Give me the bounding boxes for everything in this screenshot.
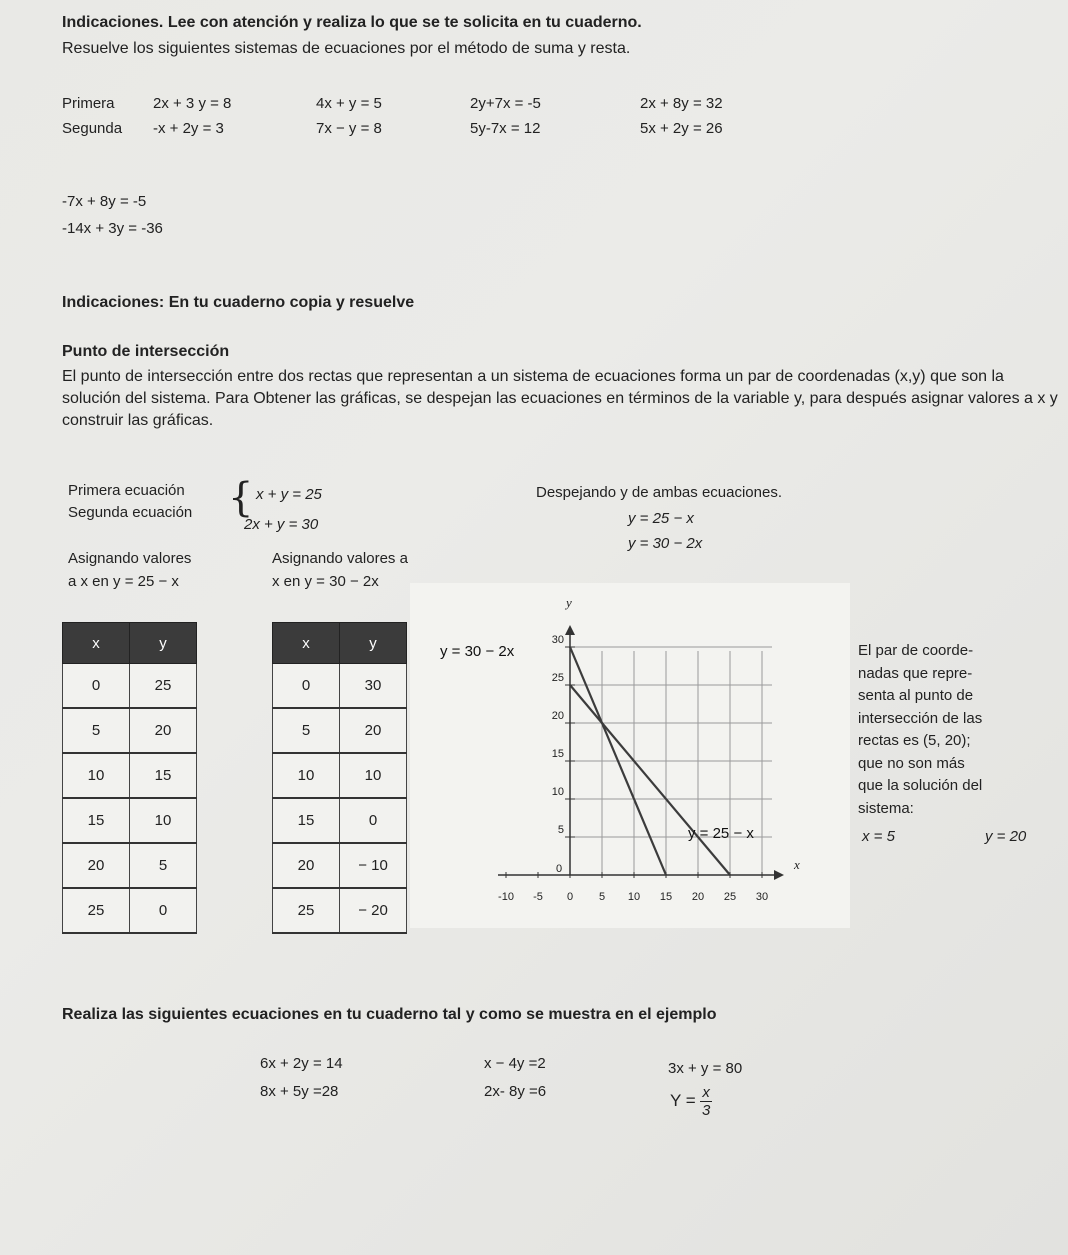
table-header-x: x xyxy=(273,623,340,664)
origin-label: 0 xyxy=(556,863,563,875)
system-1-second: -x + 2y = 3 xyxy=(153,120,224,137)
table-row xyxy=(273,798,407,843)
table-row xyxy=(63,888,197,933)
exercise-3-lhs: Y = xyxy=(670,1090,701,1110)
section3-heading: Realiza las siguientes ecuaciones en tu cuaderno tal y como se muestra en el ejemplo xyxy=(62,1006,717,1023)
x-tick-label: 25 xyxy=(723,891,737,903)
y-axis-arrow xyxy=(565,625,575,635)
y-tick-label: 25 xyxy=(551,672,564,684)
table-cell: 0 xyxy=(130,888,197,933)
solved-eq2: y = 30 − 2x xyxy=(628,535,703,552)
table-cell: 0 xyxy=(63,664,130,709)
y-tick-label: 15 xyxy=(551,748,564,760)
table-cell: 5 xyxy=(273,708,340,753)
system-2-first: 4x + y = 5 xyxy=(316,95,382,112)
table-row xyxy=(273,843,407,888)
table-row xyxy=(63,708,197,753)
y-tick-label: 20 xyxy=(551,710,564,722)
y-axis-label: y xyxy=(566,595,572,610)
x-tick-label: -5 xyxy=(533,891,543,903)
x-tick-label: 30 xyxy=(755,891,769,903)
section2-subheading: Punto de intersección xyxy=(62,343,230,360)
section2-paragraph: El punto de intersección entre dos rectas que representan a un sistema de ecuaciones forma un par de coordenadas (x,y) que son la solución del sistema. Para Obtener las gráficas, se despejan las ecuaciones en términos de la variable y, para después asignar valores a x y construir las gráficas. xyxy=(62,368,1058,429)
table-cell: 20 xyxy=(63,843,130,888)
note-line: senta al punto de xyxy=(858,687,974,704)
note-line: nadas que repre- xyxy=(858,664,973,682)
table-cell: 25 xyxy=(63,888,130,933)
note-line: sistema: xyxy=(858,799,914,817)
table-row xyxy=(273,753,407,798)
table-header-y: y xyxy=(130,623,197,664)
table-cell: 10 xyxy=(130,798,197,843)
x-tick-label: 15 xyxy=(659,891,673,903)
values-table-2 xyxy=(272,622,407,934)
table-cell: 20 xyxy=(340,708,407,753)
system-5-second: -14x + 3y = -36 xyxy=(62,220,163,237)
system-3-second: 5y-7x = 12 xyxy=(470,120,541,137)
system-4-first: 2x + 8y = 32 xyxy=(640,95,723,112)
graph-panel xyxy=(410,583,850,928)
solution-y: y = 20 xyxy=(985,828,1027,845)
table-cell: 30 xyxy=(340,664,407,709)
note-line: que no son más xyxy=(858,754,965,772)
primera-label: Primera xyxy=(62,95,115,112)
system-1-first: 2x + 3 y = 8 xyxy=(153,95,232,112)
note-line: que la solución del xyxy=(858,777,983,794)
table-row xyxy=(63,664,197,709)
second-equation-label: Segunda ecuación xyxy=(68,504,193,521)
x-tick-label: 5 xyxy=(598,891,606,903)
table-row xyxy=(63,843,197,888)
y-tick-label: 5 xyxy=(557,824,564,836)
example-eq1: x + y = 25 xyxy=(256,486,322,503)
table-cell: 0 xyxy=(340,798,407,843)
fraction xyxy=(700,1084,712,1119)
solved-eq1: y = 25 − x xyxy=(628,510,694,527)
page-title: Indicaciones. Lee con atención y realiza lo que se te solicita en tu cuaderno. xyxy=(62,14,642,31)
table-row xyxy=(63,798,197,843)
assign1-line2: a x en y = 25 − x xyxy=(68,573,179,590)
y-tick-label: 30 xyxy=(551,634,564,646)
segunda-label: Segunda xyxy=(62,120,123,137)
solution-x: x = 5 xyxy=(862,828,895,845)
y-tick-label: 10 xyxy=(551,786,564,798)
x-tick-label: 20 xyxy=(691,891,705,903)
assign2-line2: x en y = 30 − 2x xyxy=(272,573,379,590)
annotation-line-2: y = 30 − 2x xyxy=(440,643,515,660)
x-tick-label: 0 xyxy=(566,891,574,903)
assign1-line1: Asignando valores xyxy=(68,550,192,567)
table-cell: − 20 xyxy=(340,888,407,933)
assign2-line1: Asignando valores a xyxy=(272,550,408,567)
table-cell: 20 xyxy=(130,708,197,753)
table-cell: 5 xyxy=(63,708,130,753)
fraction-numerator: x xyxy=(702,1084,710,1101)
exercise-3-second xyxy=(670,1084,712,1119)
x-axis-arrow xyxy=(774,870,784,880)
brace-symbol: { xyxy=(228,475,254,521)
system-5-first: -7x + 8y = -5 xyxy=(62,193,147,210)
system-4-second: 5x + 2y = 26 xyxy=(640,120,723,137)
values-table-1 xyxy=(62,622,197,934)
note-line: El par de coorde- xyxy=(858,642,974,659)
exercise-1-first: 6x + 2y = 14 xyxy=(260,1055,343,1072)
table-cell: 15 xyxy=(273,798,340,843)
exercise-1-second: 8x + 5y =28 xyxy=(260,1083,339,1100)
table-cell: 15 xyxy=(63,798,130,843)
table-row xyxy=(273,888,407,933)
exercise-2-first: x − 4y =2 xyxy=(484,1055,546,1072)
intersection-chart xyxy=(410,583,850,928)
note-line: intersección de las xyxy=(858,709,983,727)
table-header-y: y xyxy=(340,623,407,664)
x-tick-label: 10 xyxy=(627,891,641,903)
first-equation-label: Primera ecuación xyxy=(68,482,185,499)
table-row xyxy=(273,708,407,753)
table-row xyxy=(273,664,407,709)
table-cell: 5 xyxy=(130,843,197,888)
system-3-first: 2y+7x = -5 xyxy=(470,95,541,112)
page-subtitle: Resuelve los siguientes sistemas de ecuaciones por el método de suma y resta. xyxy=(62,40,631,57)
table-row xyxy=(63,753,197,798)
table-cell: 10 xyxy=(340,753,407,798)
example-eq2: 2x + y = 30 xyxy=(244,516,319,533)
table-cell: 0 xyxy=(273,664,340,709)
system-2-second: 7x − y = 8 xyxy=(316,120,382,137)
note-line: rectas es (5, 20); xyxy=(858,732,971,749)
x-tick-label: -10 xyxy=(498,891,514,903)
fraction-denominator: 3 xyxy=(701,1102,711,1119)
annotation-line-1: y = 25 − x xyxy=(688,825,754,842)
table-cell: 25 xyxy=(273,888,340,933)
table-cell: 20 xyxy=(273,843,340,888)
table-cell: − 10 xyxy=(340,843,407,888)
exercise-3-first: 3x + y = 80 xyxy=(668,1060,743,1077)
x-axis-label: x xyxy=(794,857,800,872)
section2-heading: Indicaciones: En tu cuaderno copia y resuelve xyxy=(62,294,415,311)
despejando-text: Despejando y de ambas ecuaciones. xyxy=(536,484,782,501)
table-cell: 25 xyxy=(130,664,197,709)
table-cell: 10 xyxy=(63,753,130,798)
solution-note xyxy=(858,640,982,820)
table-cell: 15 xyxy=(130,753,197,798)
exercise-2-second: 2x- 8y =6 xyxy=(484,1083,547,1100)
series-line-1 xyxy=(570,685,730,875)
table-cell: 10 xyxy=(273,753,340,798)
table-header-x: x xyxy=(63,623,130,664)
